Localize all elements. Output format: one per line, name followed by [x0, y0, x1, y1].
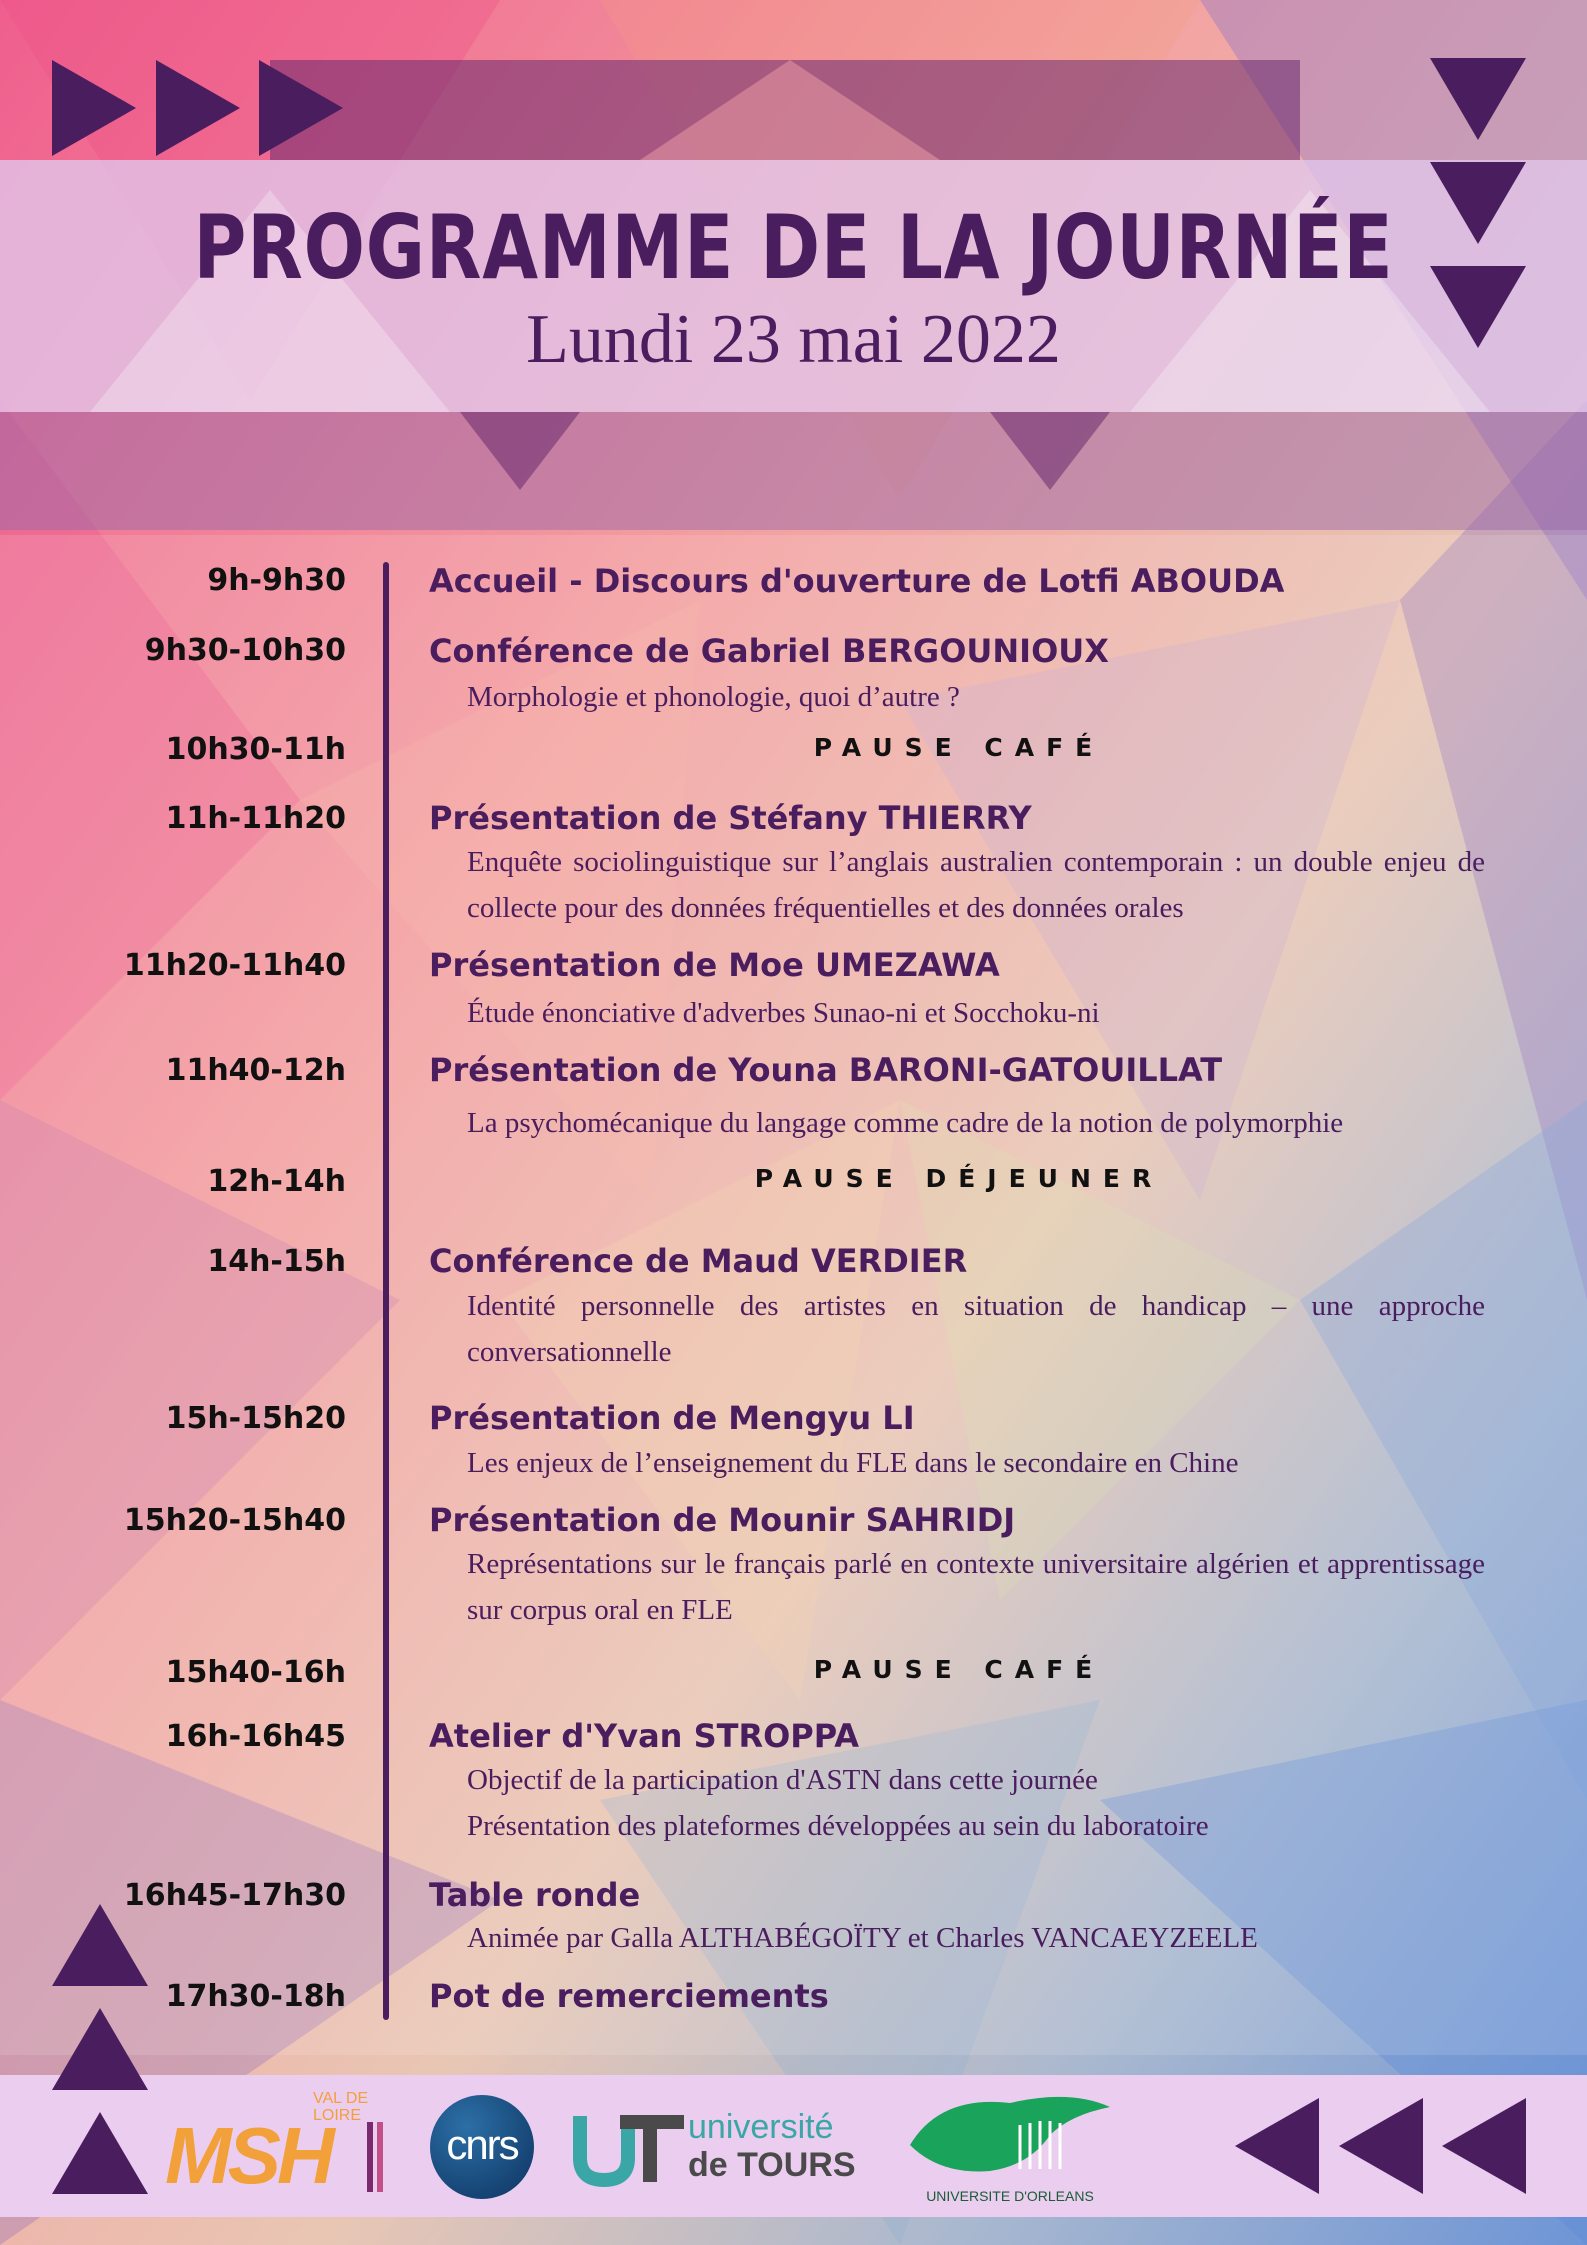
- schedule-time: 9h30-10h30: [144, 633, 346, 668]
- schedule-description: Représentations sur le français parlé en contexte universitaire algérien et apprentissage sur corpus oral en FLE: [467, 1548, 1485, 1626]
- orleans-logo: [900, 2085, 1120, 2210]
- triangle-left-icons-bottom: [1235, 2098, 1529, 2194]
- triangle-right-icons-top: [52, 60, 352, 156]
- schedule-description: Enquête sociolinguistique sur l’anglais australien contemporain : un double enjeu de collecte pour des données fréquentielles et des données orales: [467, 846, 1485, 924]
- schedule-time: 9h-9h30: [207, 563, 346, 598]
- tours-line1: université: [688, 2108, 834, 2146]
- schedule-description: Étude énonciative d'adverbes Sunao-ni et Socchoku-ni: [467, 997, 1100, 1029]
- schedule-title: Pot de remerciements: [429, 1977, 829, 2015]
- schedule-title: Conférence de Maud VERDIER: [429, 1242, 968, 1280]
- schedule-title: Présentation de Mengyu LI: [429, 1399, 915, 1437]
- schedule-title: Présentation de Mounir SAHRIDJ: [429, 1501, 1016, 1539]
- schedule-description: La psychomécanique du langage comme cadre de la notion de polymorphie: [467, 1107, 1344, 1139]
- schedule-description: Animée par Galla ALTHABÉGOÏTY et Charles VANCAEYZEELE: [467, 1922, 1258, 1954]
- orleans-wordmark: UNIVERSITE D'ORLEANS: [926, 2188, 1094, 2204]
- tours-line2: de TOURS: [688, 2146, 856, 2184]
- schedule-time: 11h-11h20: [165, 801, 346, 836]
- schedule-time: 16h-16h45: [165, 1719, 346, 1754]
- schedule-time: 17h30-18h: [165, 1979, 346, 2014]
- schedule-description: Présentation des plateformes développées au sein du laboratoire: [467, 1810, 1209, 1842]
- event-date: Lundi 23 mai 2022: [526, 301, 1061, 378]
- mshvl-wordmark: MSH: [165, 2111, 331, 2200]
- schedule-time: 15h20-15h40: [123, 1503, 346, 1538]
- schedule-time: 15h40-16h: [165, 1655, 346, 1690]
- timeline-line: [383, 562, 389, 2020]
- cnrs-logo: [430, 2095, 534, 2199]
- schedule-time: 15h-15h20: [165, 1401, 346, 1436]
- schedule-description: Morphologie et phonologie, quoi d’autre ?: [467, 681, 960, 713]
- schedule-title: Conférence de Gabriel BERGOUNIOUX: [429, 632, 1109, 670]
- schedule-time: 16h45-17h30: [123, 1878, 346, 1913]
- schedule-description: Les enjeux de l’enseignement du FLE dans le secondaire en Chine: [467, 1447, 1239, 1479]
- mshvl-logo: [165, 2090, 395, 2200]
- schedule-title: Atelier d'Yvan STROPPA: [429, 1717, 860, 1755]
- schedule-time: 14h-15h: [207, 1244, 346, 1279]
- schedule-time: 12h-14h: [207, 1164, 346, 1199]
- schedule-time: 10h30-11h: [165, 732, 346, 767]
- mshvl-subtitle: VAL DE LOIRE: [313, 2090, 369, 2124]
- page-title: PROGRAMME DE LA JOURNÉE: [193, 196, 1394, 299]
- schedule-description: Objectif de la participation d'ASTN dans cette journée: [467, 1764, 1098, 1796]
- orleans-symbol-icon: [900, 2085, 1120, 2185]
- tours-logo: [572, 2108, 872, 2198]
- schedule-time: 11h40-12h: [165, 1053, 346, 1088]
- schedule-title: Présentation de Stéfany THIERRY: [429, 799, 1032, 837]
- tours-symbol-icon: [572, 2108, 687, 2188]
- schedule-time: 11h20-11h40: [123, 948, 346, 983]
- schedule-title: Présentation de Moe UMEZAWA: [429, 946, 1000, 984]
- pause-label: PAUSE CAFÉ: [813, 733, 1105, 762]
- pause-label: PAUSE CAFÉ: [813, 1655, 1105, 1684]
- triangle-up-icons: [52, 1904, 148, 2196]
- pause-label: PAUSE DÉJEUNER: [754, 1164, 1164, 1193]
- schedule-title: Présentation de Youna BARONI-GATOUILLAT: [429, 1051, 1223, 1089]
- cnrs-wordmark: cnrs: [446, 2121, 518, 2168]
- schedule-title: Accueil - Discours d'ouverture de Lotfi ABOUDA: [429, 562, 1285, 600]
- schedule-description: Identité personnelle des artistes en situation de handicap – une approche conversationnelle: [467, 1290, 1485, 1368]
- schedule-title: Table ronde: [429, 1876, 641, 1914]
